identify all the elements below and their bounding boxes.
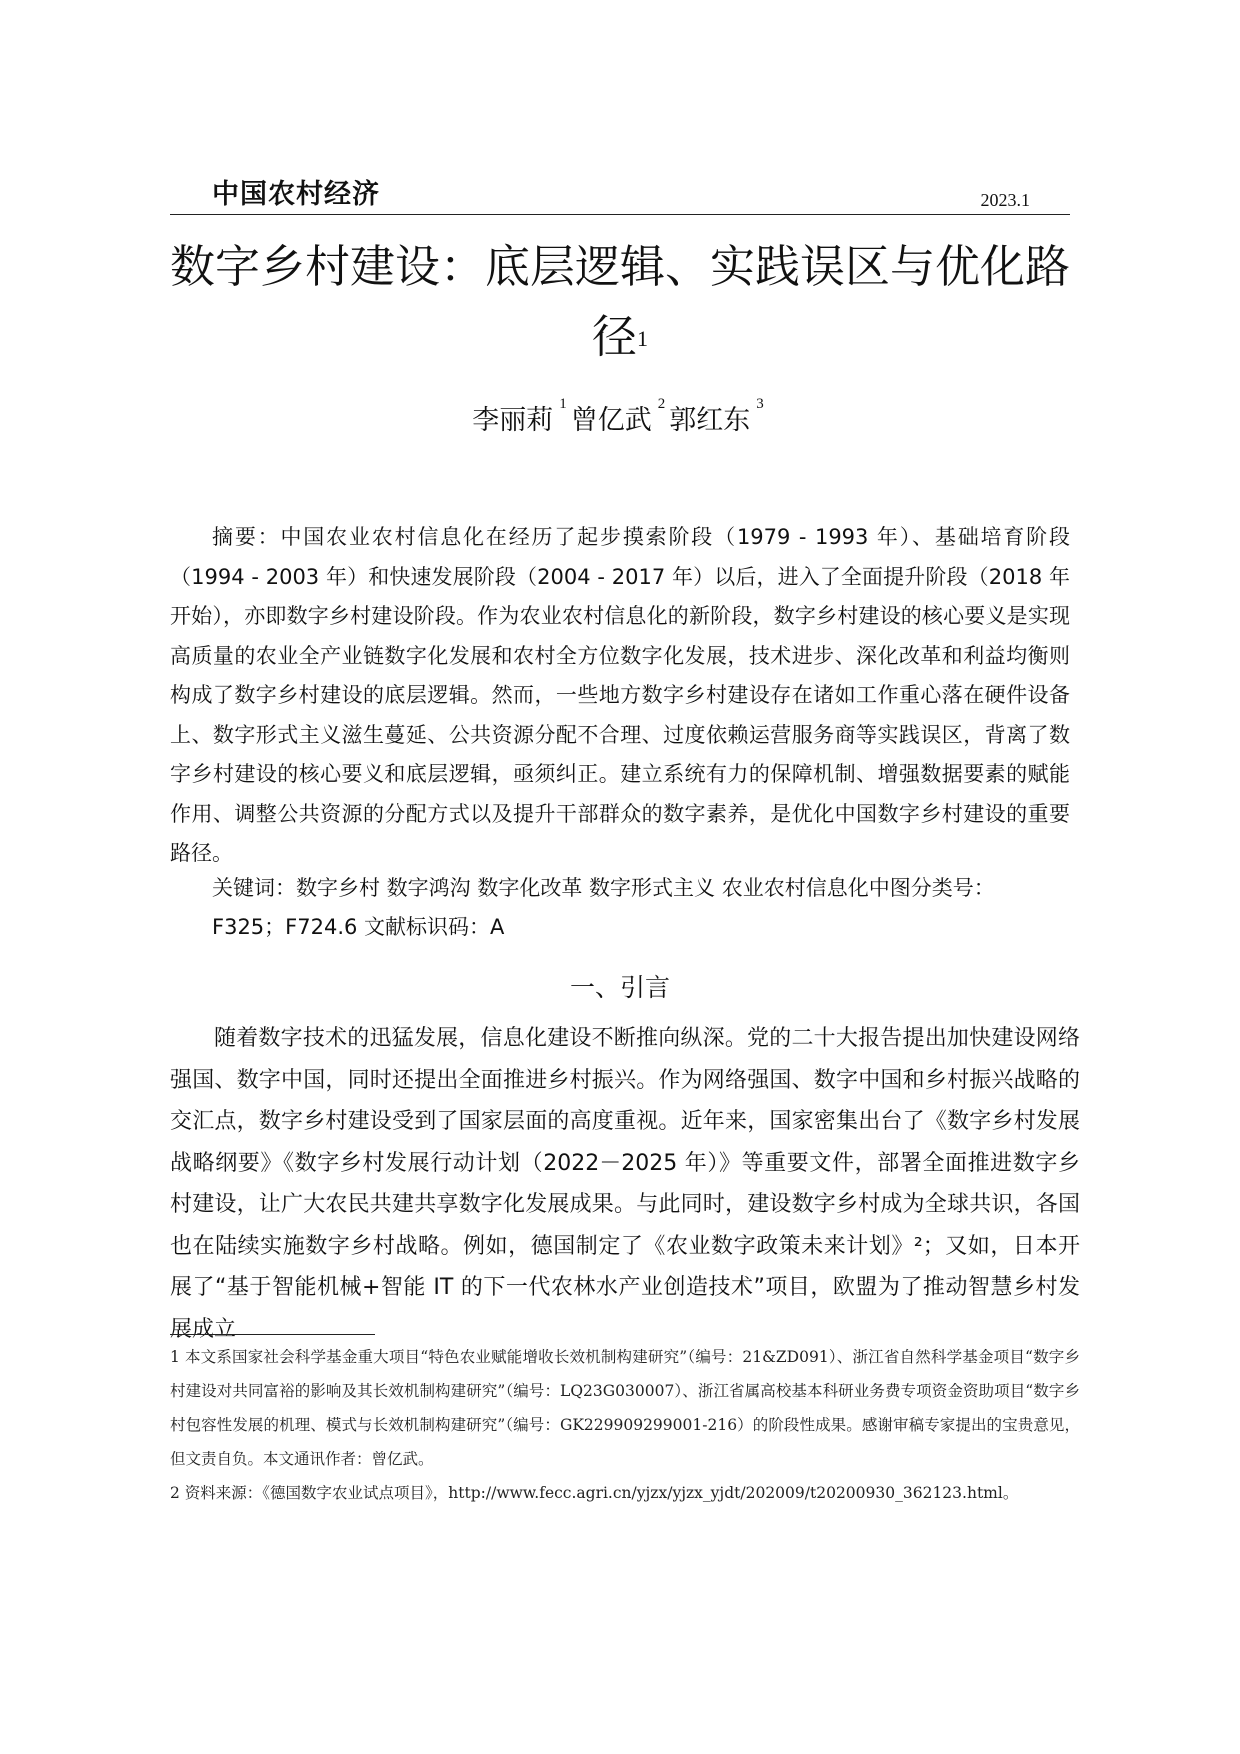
author-affiliation-mark: 3 [756,396,764,412]
classification-line: F325；F724.6 文献标识码：A [212,915,505,939]
keywords-block [170,869,1070,947]
running-header [170,170,1070,215]
author-name: 郭红东 [669,405,751,436]
author-list [170,398,1070,437]
abstract: 摘要：中国农业农村信息化在经历了起步摸索阶段（1979 - 1993 年）、基础培育阶段（1994 - 2003 年）和快速发展阶段（2004 - 2017 年）以后，进入了全面提升阶段（2018 年开始），亦即数字乡村建设阶段。作为农业农村信息化的新阶段，数字乡村建设的核心要义是实现高质量的农业全产业链数字化发展和农村全方位数字化发展，技术进步、深化改革和利益均衡则构成了数字乡村建设的底层逻辑。然而，一些地方数字乡村建设存在诸如工作重心落在硬件设备上、数字形式主义滋生蔓延、公共资源分配不合理、过度依赖运营服务商等实践误区，背离了数字乡村建设的核心要义和底层逻辑，亟须纠正。建立系统有力的保障机制、增强数据要素的赋能作用、调整公共资源的分配方式以及提升干部群众的数字素养，是优化中国数字乡村建设的重要路径。 [170,525,1070,865]
paper-title-text: 数字乡村建设：底层逻辑、实践误区与优化路径 [170,240,1071,363]
keywords-line: 关键词：数字乡村 数字鸿沟 数字化改革 数字形式主义 农业农村信息化中图分类号： [212,876,995,900]
journal-name: 中国农村经济 [212,179,380,210]
author-name: 李丽莉 [472,405,554,436]
footnote-2: 2 资料来源：《德国数字农业试点项目》，http://www.fecc.agri.cn/yjzx/yjzx_yjdt/202009/t20200930_362123.html。 [170,1484,1019,1502]
footnotes [170,1340,1080,1510]
author-affiliation-mark: 1 [559,396,567,412]
paper-title [170,232,1070,372]
footnote-1: 1 本文系国家社会科学基金重大项目“特色农业赋能增收长效机制构建研究”（编号：21&ZD091）、浙江省自然科学基金项目“数字乡村建设对共同富裕的影响及其长效机制构建研究”（编号：LQ23G030007）、浙江省属高校基本科研业务费专项资金资助项目“数字乡村包容性发展的机理、模式与长效机制构建研究”（编号：GK229909299001-216）的阶段性成果。感谢审稿专家提出的宝贵意见，但文责自负。本文通讯作者：曾亿武。 [170,1348,1080,1468]
author-affiliation-mark: 2 [657,396,666,412]
section-heading: 一、引言 [569,973,670,1002]
title-footnote-mark[interactable]: 1 [637,326,648,351]
body-paragraph: 随着数字技术的迅猛发展，信息化建设不断推向纵深。党的二十大报告提出加快建设网络强国、数字中国，同时还提出全面推进乡村振兴。作为网络强国、数字中国和乡村振兴战略的交汇点，数字乡村建设受到了国家层面的高度重视。近年来，国家密集出台了《数字乡村发展战略纲要》《数字乡村发展行动计划（2022－2025 年）》等重要文件，部署全面推进数字乡村建设，让广大农民共建共享数字化发展成果。与此同时，建设数字乡村成为全球共识，各国也在陆续实施数字乡村战略。例如，德国制定了《农业数字政策未来计划》²；又如，日本开展了“基于智能机械+智能 IT 的下一代农林水产业创造技术”项目，欧盟为了推动智慧乡村发展成立 [170,1026,1080,1342]
footnote-divider [170,1334,375,1335]
issue-number: 2023.1 [980,190,1030,210]
author-name: 曾亿武 [570,405,652,436]
